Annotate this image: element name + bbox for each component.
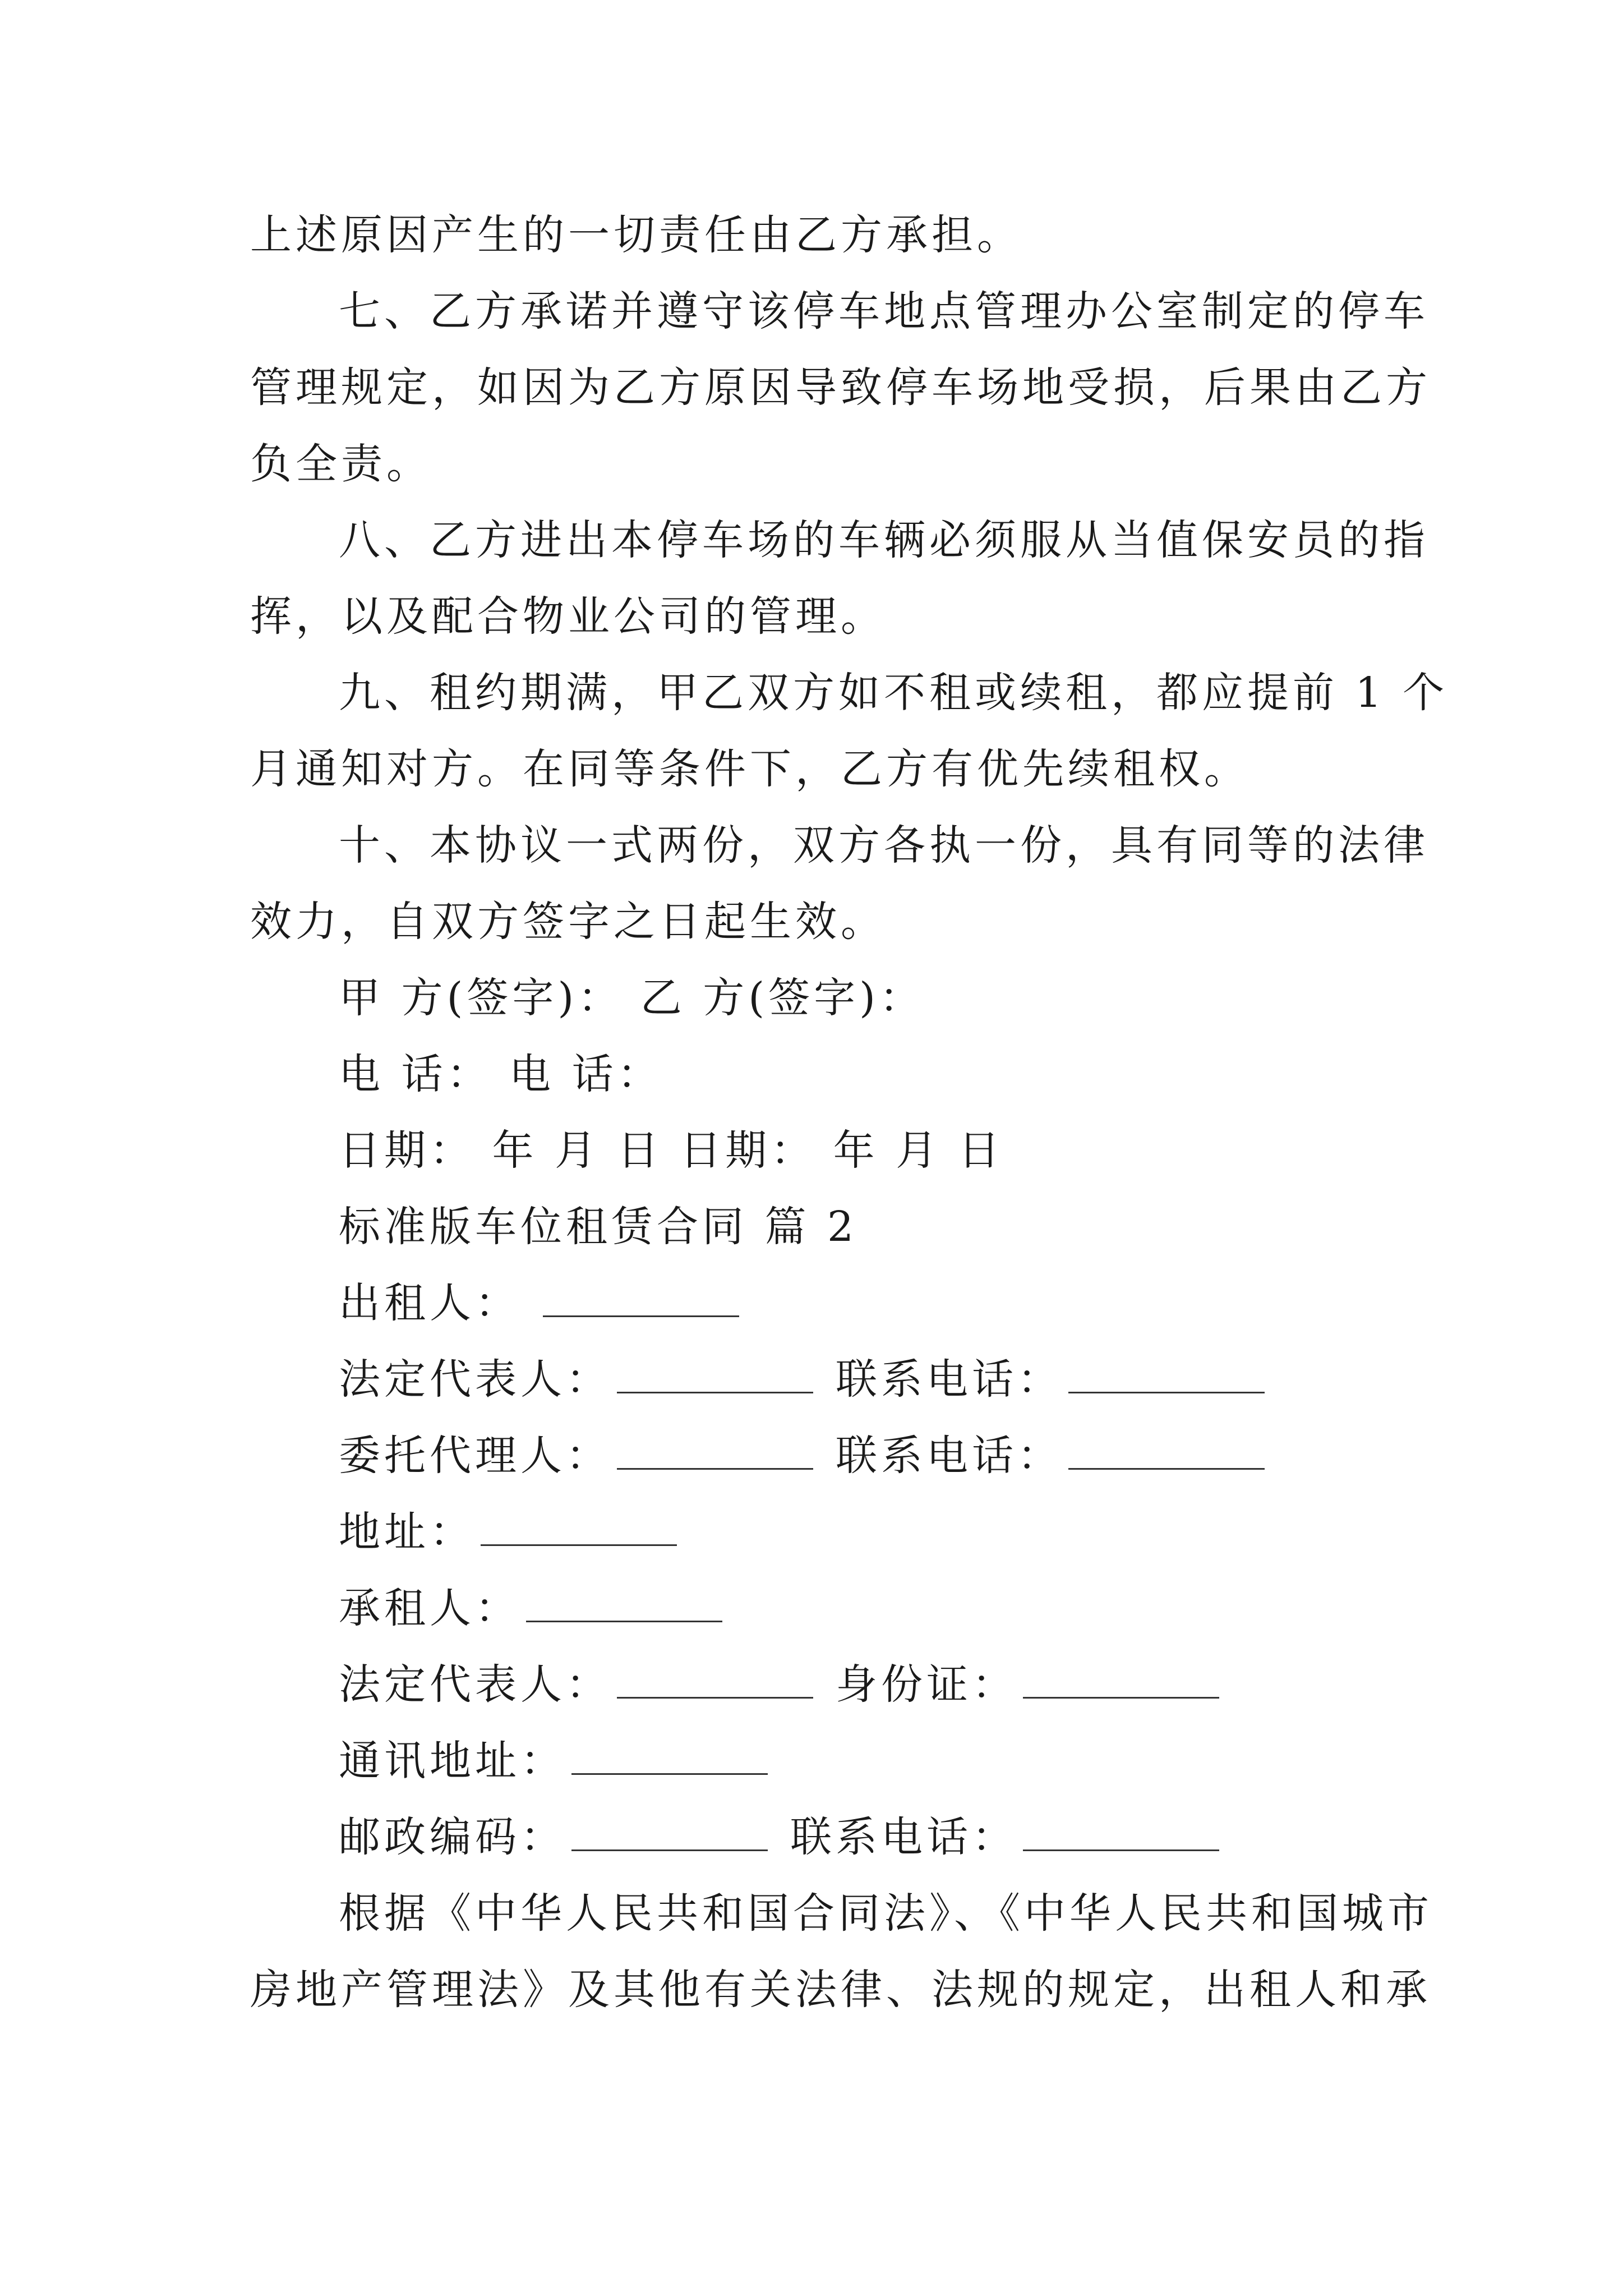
- fill-in-blank: [571, 1732, 768, 1775]
- fill-in-blank: [1023, 1808, 1219, 1851]
- field-label: 法定代表人：: [339, 1355, 611, 1404]
- signature-line: 甲 方(签字)： 乙 方(签字)：: [339, 974, 925, 1022]
- phone-line: 电 话： 电 话：: [339, 1050, 663, 1098]
- field-label: 通讯地址：: [339, 1737, 566, 1785]
- field-label: 联系电话：: [836, 1355, 1063, 1404]
- clause-8-line: 挥，以及配合物业公司的管理。: [250, 592, 886, 641]
- field-label: 身份证：: [836, 1660, 1017, 1709]
- legal-basis-line: 根据《中华人民共和国合同法》、《中华人民共和国城市: [339, 1889, 1433, 1938]
- fill-in-blank: [617, 1350, 813, 1393]
- fill-in-blank: [543, 1274, 739, 1317]
- fill-in-blank: [526, 1579, 722, 1622]
- lessor-field: [339, 1272, 762, 1334]
- agent-field: [339, 1425, 1287, 1487]
- field-label: 出租人：: [339, 1279, 520, 1327]
- mail-address-field: [339, 1730, 790, 1792]
- field-label: 联系电话：: [836, 1432, 1063, 1480]
- clause-7-line: 负全责。: [250, 440, 432, 488]
- fill-in-blank: [481, 1503, 677, 1546]
- clause-7-line: 七、乙方承诺并遵守该停车地点管理办公室制定的停车: [339, 287, 1429, 335]
- field-label: 地址：: [339, 1508, 475, 1556]
- field-label: 委托代理人：: [339, 1432, 611, 1480]
- fill-in-blank: [1068, 1427, 1265, 1470]
- clause-10-line: 效力，自双方签字之日起生效。: [250, 898, 886, 946]
- field-label: 联系电话：: [790, 1813, 1017, 1861]
- lessee-field: [339, 1577, 745, 1639]
- legal-basis-line: 房地产管理法》及其他有关法律、法规的规定，出租人和承: [250, 1966, 1431, 2014]
- section-title: 标准版车位租赁合同 篇 2: [339, 1203, 858, 1251]
- postcode-field: [339, 1806, 1242, 1868]
- fill-in-blank: [617, 1655, 813, 1699]
- fill-in-blank: [1068, 1350, 1265, 1393]
- clause-8-line: 八、乙方进出本停车场的车辆必须服从当值保安员的指: [339, 516, 1429, 564]
- lessee-legal-rep-field: [339, 1654, 1242, 1715]
- clause-9-line: 月通知对方。在同等条件下，乙方有优先续租权。: [250, 745, 1249, 793]
- clause-10-line: 十、本协议一式两份，双方各执一份，具有同等的法律: [339, 821, 1429, 869]
- clause-9-line: 九、租约期满，甲乙双方如不租或续租，都应提前 1 个: [339, 669, 1449, 717]
- legal-rep-field: [339, 1349, 1287, 1410]
- fill-in-blank: [1023, 1655, 1219, 1699]
- field-label: 邮政编码：: [339, 1813, 566, 1861]
- date-line: 日期： 年 月 日 日期： 年 月 日: [339, 1126, 1004, 1175]
- field-label: 承租人：: [339, 1584, 520, 1632]
- field-label: 法定代表人：: [339, 1660, 611, 1709]
- fill-in-blank: [617, 1427, 813, 1470]
- address-field: [339, 1501, 699, 1563]
- fill-in-blank: [571, 1808, 768, 1851]
- clause-7-line: 管理规定，如因为乙方原因导致停车场地受损，后果由乙方: [250, 364, 1431, 412]
- paragraph-line: 上述原因产生的一切责任由乙方承担。: [250, 211, 1022, 259]
